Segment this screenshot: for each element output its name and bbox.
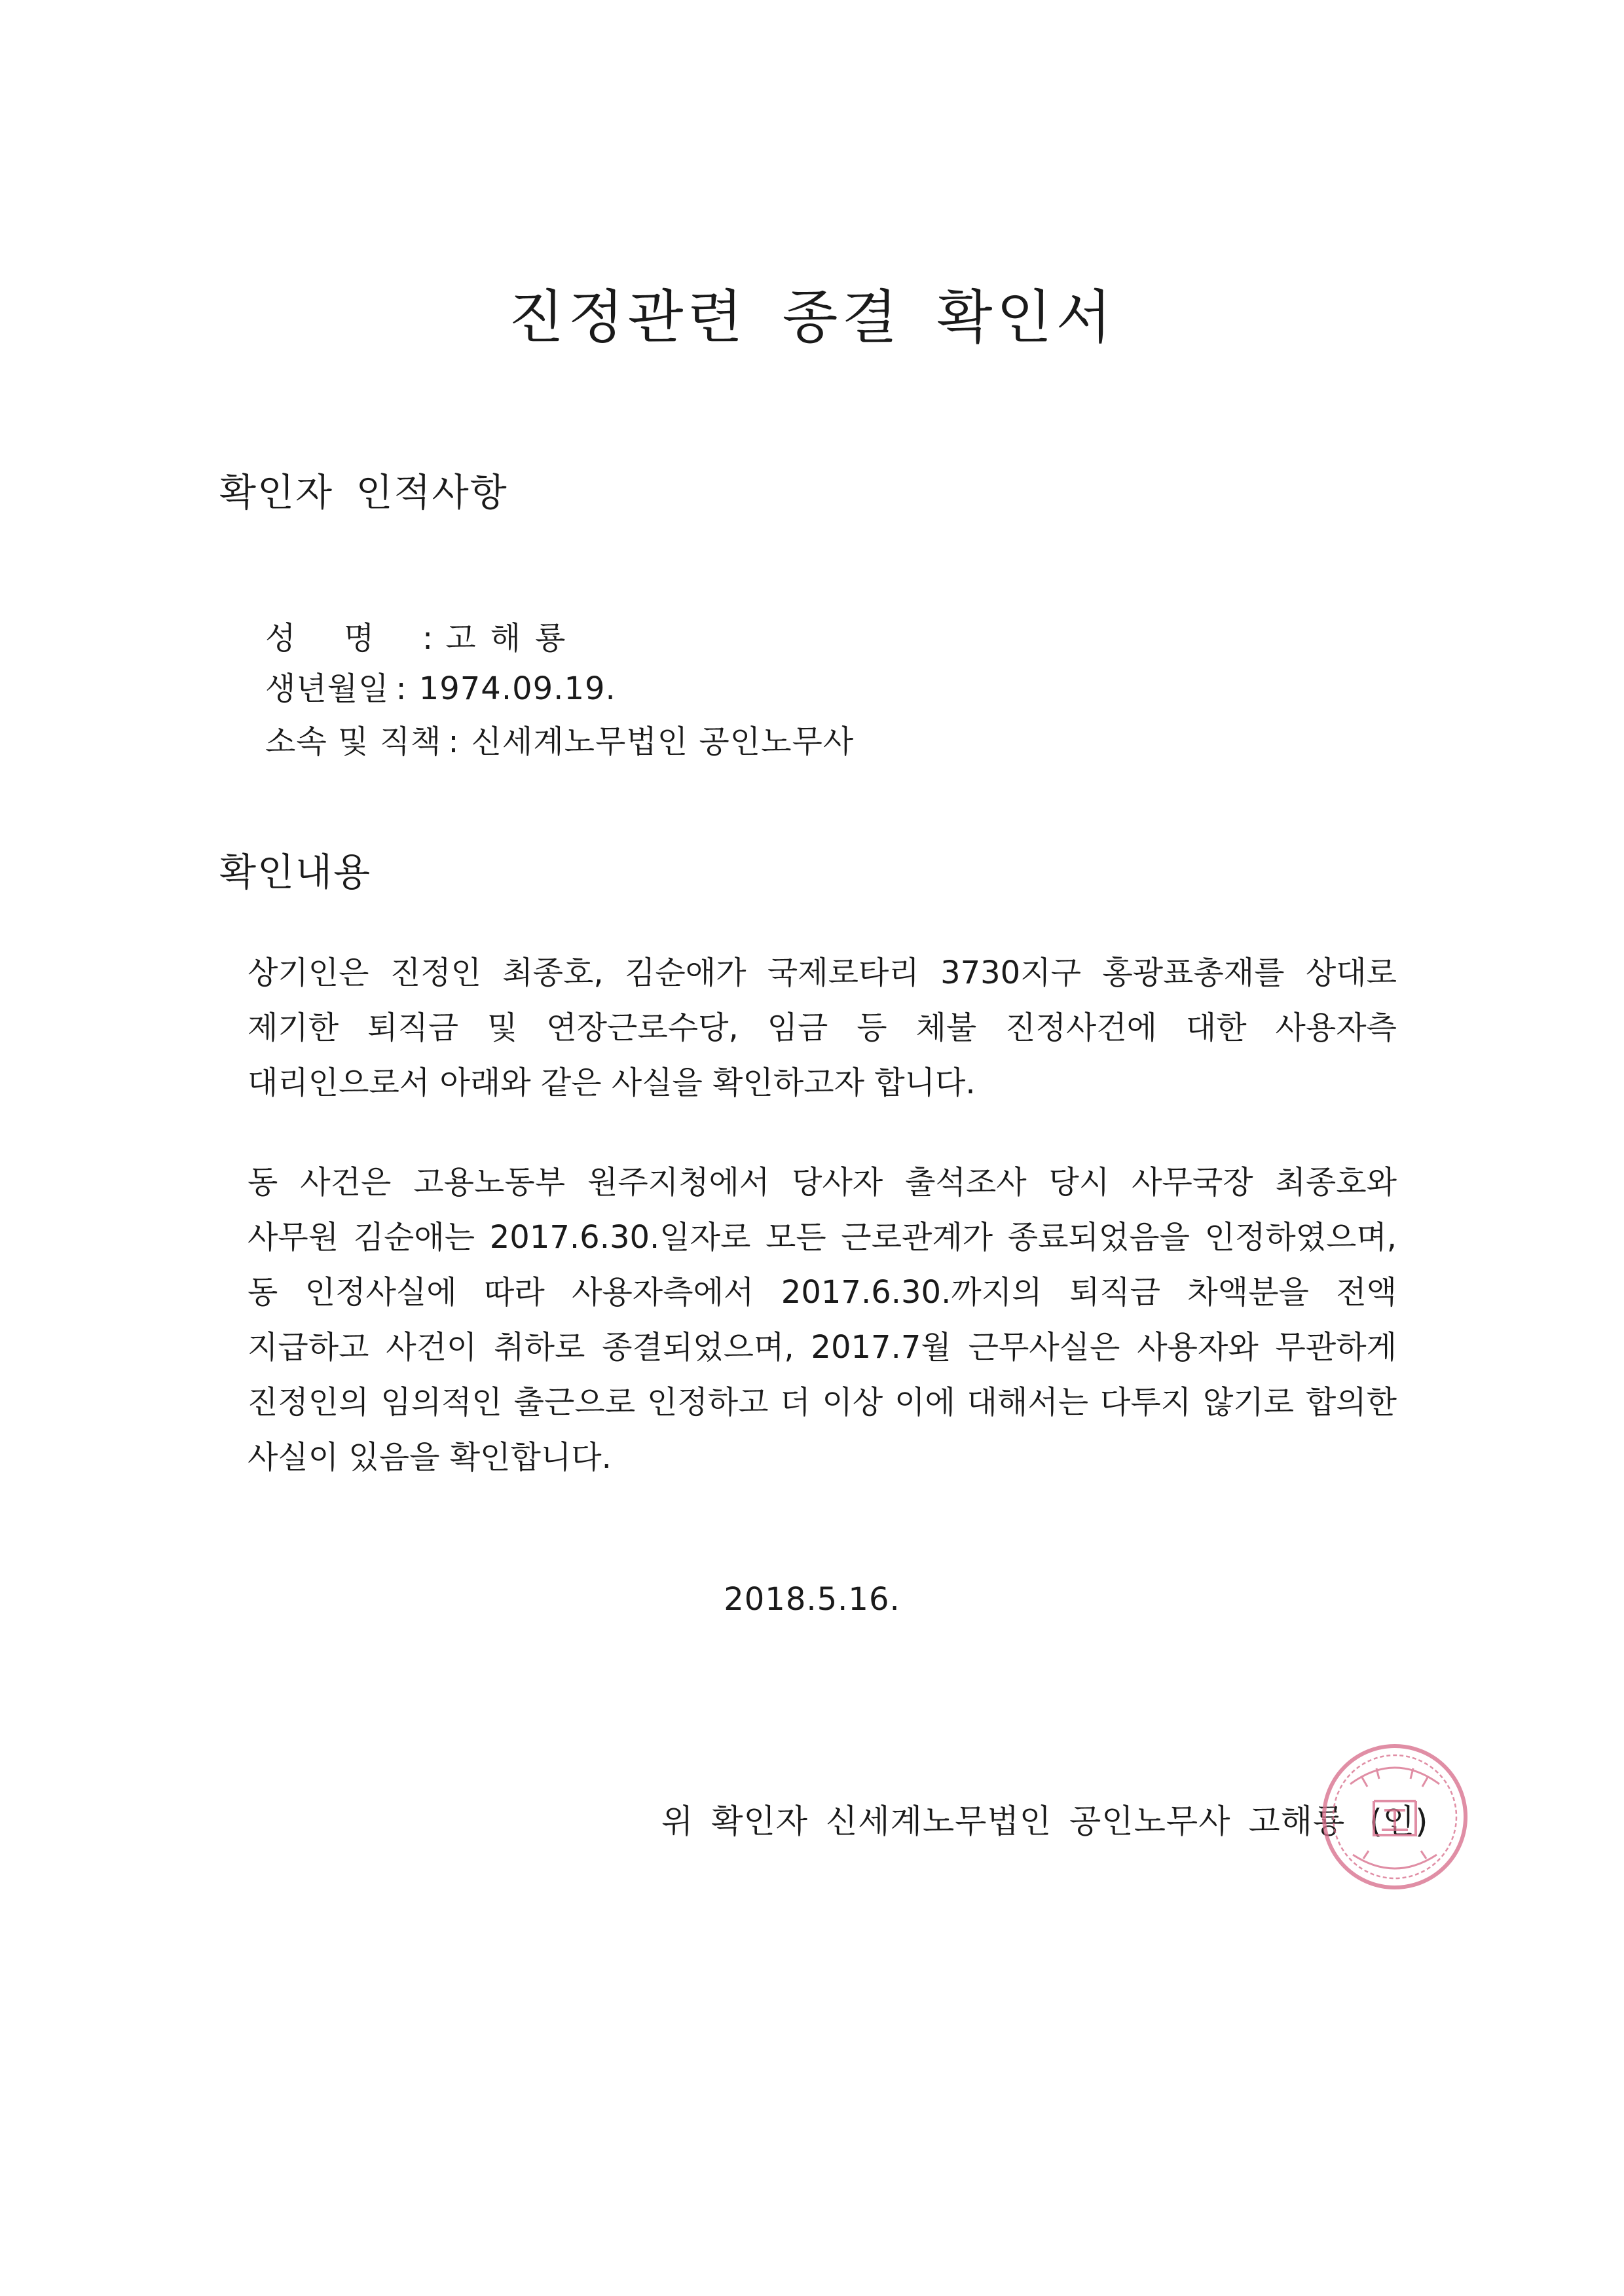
birth-value: 1974.09.19.	[418, 670, 616, 707]
info-row-affiliation	[223, 680, 854, 798]
seal-icon	[1316, 1738, 1473, 1895]
official-seal-stamp	[1316, 1738, 1473, 1895]
name-separator: :	[422, 620, 434, 657]
name-value: 고해룡	[445, 620, 580, 657]
affiliation-separator: :	[448, 723, 460, 760]
signature-line	[661, 1795, 1429, 1842]
content-paragraph-1: 상기인은 진정인 최종호, 김순애가 국제로타리 3730지구 홍광표총재를 상대로 제기한 퇴직금 및 연장근로수당, 임금 등 체불 진정사건에 대한 사용자측 대리인으로서 아래와 같은 사실을 확인하고자 합니다.	[248, 955, 1397, 1101]
document-title: 진정관련 종결 확인서	[508, 283, 1116, 351]
name-label-second: 명	[344, 620, 375, 657]
name-label-first: 성	[265, 620, 296, 657]
birth-separator: :	[396, 670, 407, 707]
identity-heading: 확인자 인적사항	[219, 470, 508, 515]
affiliation-label: 소속 및 직책	[265, 723, 442, 760]
seal-mark: (인)	[1369, 1802, 1429, 1840]
signature-text: 위 확인자 신세계노무법인 공인노무사 고해룡	[661, 1802, 1346, 1840]
affiliation-value: 신세계노무법인 공인노무사	[471, 723, 855, 760]
content-paragraph-2: 동 사건은 고용노동부 원주지청에서 당사자 출석조사 당시 사무국장 최종호와 사무원 김순애는 2017.6.30.일자로 모든 근로관계가 종료되었음을 인정하였으며, 동 인정사실에 따라 사용자측에서 2017.6.30.까지의 퇴직금 차액분을 전액 지급하고 사건이 취하로 종결되었으며, 2017.7월 근무사실은 사용자와 무관하게 진정인의 임의적인 출근으로 인정하고 더 이상 이에 대해서는 다투지 않기로 합의한 사실이 있음을 확인합니다.	[248, 1164, 1397, 1476]
birth-label: 생년월일	[265, 670, 390, 707]
document-date: 2018.5.16.	[724, 1581, 900, 1618]
content-heading: 확인내용	[219, 850, 372, 894]
